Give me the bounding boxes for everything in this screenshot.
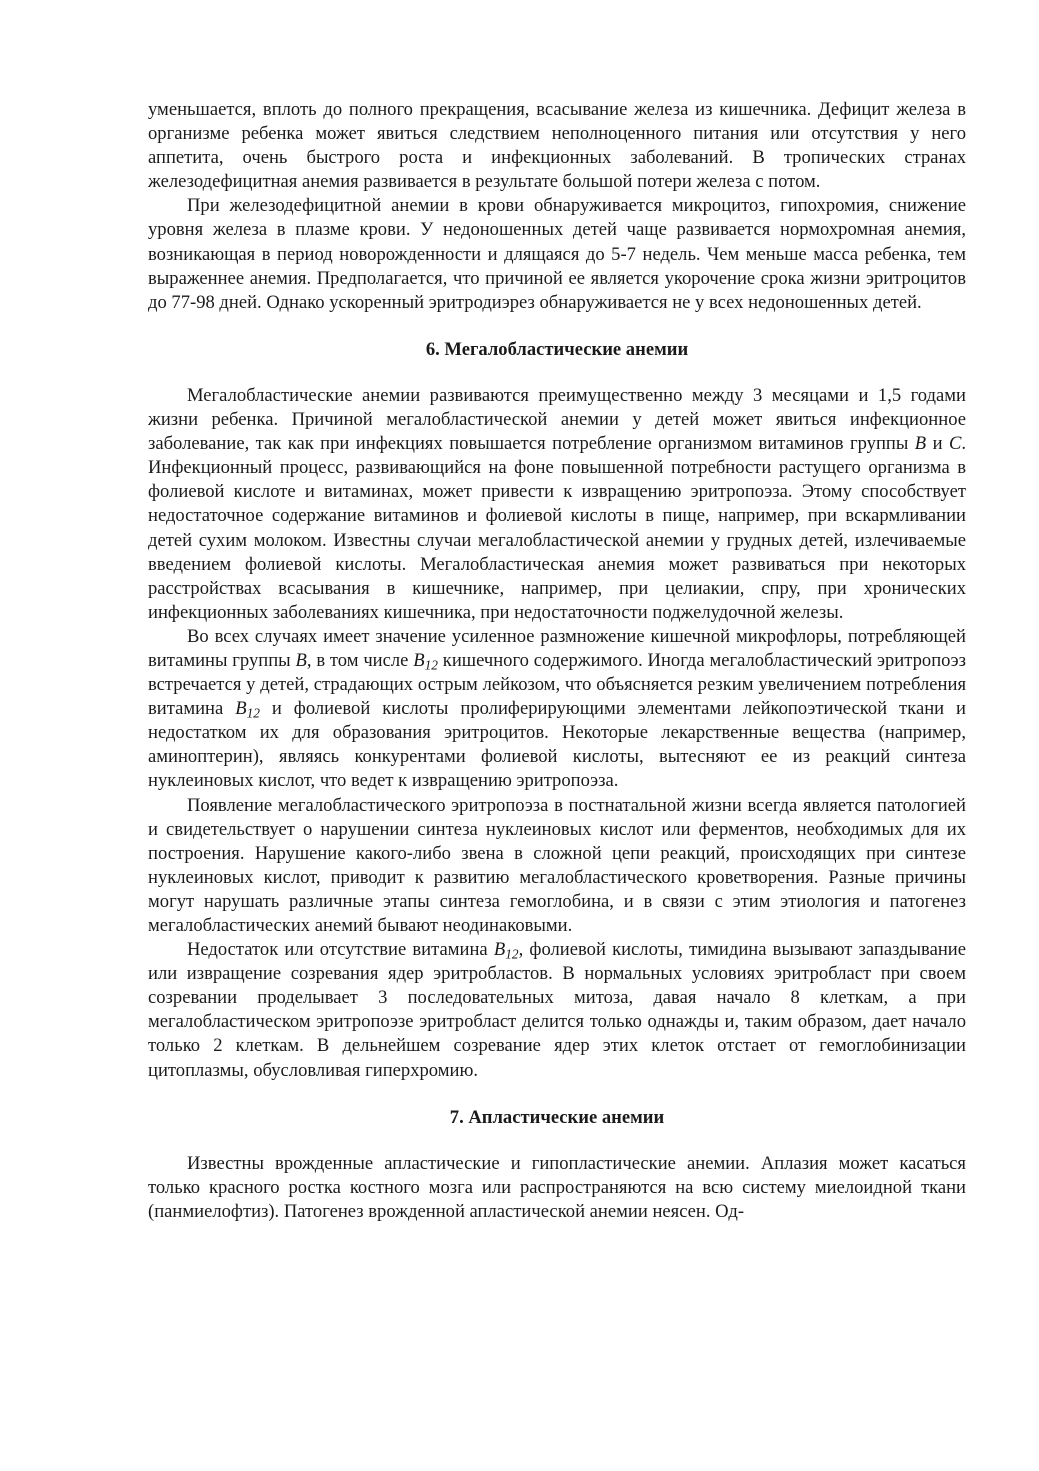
section-heading-aplastic: 7. Апластические анемии bbox=[449, 1106, 665, 1128]
document-page bbox=[148, 98, 966, 1224]
paragraph-megaloblastic-intro: Мегалобластические анемии развиваются преимущественно между 3 месяцами и 1,5 годами жизни ребенка. Причиной мегалобластической анемии у детей может явиться инфекционное заболевание, так как при инфекциях повышается потребление организмом витаминов группы B и C. Инфекционный процесс, развивающийся на фоне повышенной потребности растущего организма в фолиевой кислоте и витаминах, может привести к извращению эритропоэза. Этому способствует недостаточное содержание витаминов и фолиевой кислоты в пище, например, при вскармливании детей сухим молоком. Известны случаи мегалобластической анемии у грудных детей, излечиваемые введением фолиевой кислоты. Мегалобластическая анемия может развиваться при некоторых расстройствах всасывания в кишечнике, например, при целиакии, спру, при хронических инфекционных заболеваниях кишечника, при недостаточности поджелудочной железы. bbox=[148, 384, 966, 623]
paragraph-megaloblastic-pathology: Появление мегалобластического эритропоэза в постнатальной жизни всегда является патологией и свидетельствует о нарушении синтеза нуклеиновых кислот или ферментов, необходимых для их построения. Нарушение какого-либо звена в сложной цепи реакций, происходящих при синтезе нуклеиновых кислот, приводит к развитию мегалобластического кроветворения. Разные причины могут нарушать различные этапы синтеза гемоглобина, и в связи с этим этиология и патогенез мегалобластических анемий бывают неодинаковыми. bbox=[148, 794, 966, 936]
paragraph-megaloblastic-microflora: Во всех случаях имеет значение усиленное размножение кишечной микрофлоры, потребляющей витамины группы B, в том числе $B_{12}$ кишечного содержимого. Иногда мегалобластический эритропоэз встречается у детей, страдающих острым лейкозом, что объясняется резким увеличением потребления витамина $B_{12}$ и фолиевой кислоты пролиферирующими элементами лейкопоэтической ткани и недостатком их для образования эритроцитов. Некоторые лекарственные вещества (например, аминоптерин), являясь конкурентами фолиевой кислоты, вытесняют ее из реакций синтеза нуклеиновых кислот, что ведет к извращению эритропоэза. bbox=[148, 625, 966, 792]
paragraph-megaloblastic-vitamin: Недостаток или отсутствие витамина $B_{12}$, фолиевой кислоты, тимидина вызывают запаздывание или извращение созревания ядер эритробластов. В нормальных условиях эритробласт при своем созревании проделывает 3 последовательных митоза, давая начало 8 клеткам, а при мегалобластическом эритропоэзе эритробласт делится только однажды и, таким образом, дает начало только 2 клеткам. В дельнейшем созревание ядер этих клеток отстает от гемоглобинизации цитоплазмы, обусловливая гиперхромию. bbox=[148, 939, 966, 1081]
paragraph-iron-deficiency-causes: уменьшается, вплоть до полного прекращения, всасывание железа из кишечника. Дефицит железа в организме ребенка может явиться следствием неполноценного питания или отсутствия у него аппетита, очень быстрого роста и инфекционных заболеваний. В тропических странах железодефицитная анемия развивается в результате большой потери железа с потом. bbox=[148, 99, 966, 193]
paragraph-iron-deficiency-blood: При железодефицитной анемии в крови обнаруживается микроцитоз, гипохромия, снижение уровня железа в плазме крови. У недоношенных детей чаще развивается нормохромная анемия, возникающая в период новорожденности и длящаяся до 5-7 недель. Чем меньше масса ребенка, тем выраженнее анемия. Предполагается, что причиной ее является укорочение срока жизни эритроцитов до 77-98 дней. Однако ускоренный эритродиэрез обнаруживается не у всех недоношенных детей. bbox=[148, 195, 966, 313]
section-heading-megaloblastic: 6. Мегалобластические анемии bbox=[425, 338, 689, 360]
paragraph-aplastic-intro: Известны врожденные апластические и гипопластические анемии. Аплазия может касаться только красного ростка костного мозга или распространяются на всю систему миелоидной ткани (панмиелофтиз). Патогенез врожденной апластической анемии неясен. Од- bbox=[148, 1152, 966, 1222]
